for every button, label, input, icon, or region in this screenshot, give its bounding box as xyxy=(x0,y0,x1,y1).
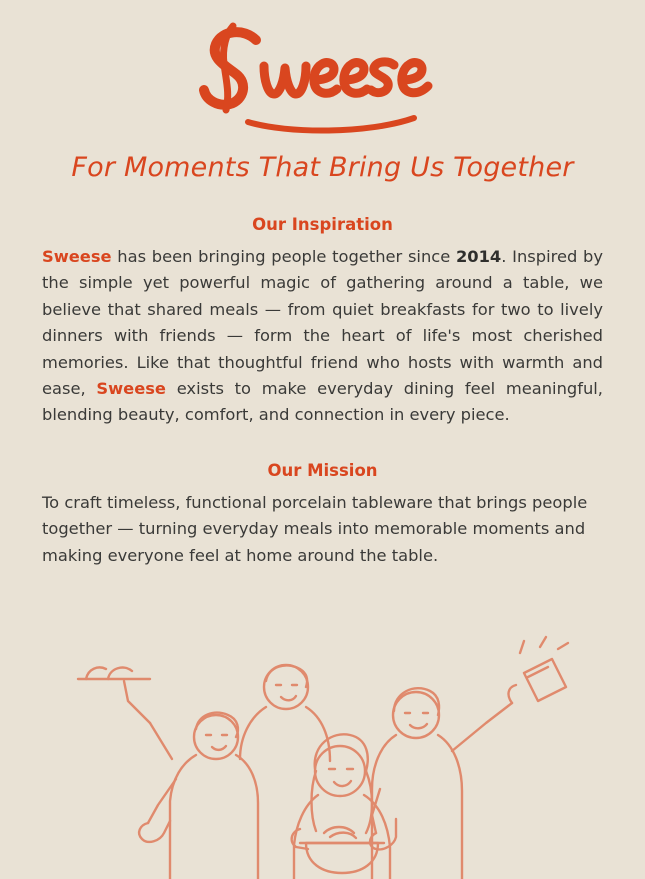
group-of-friends-with-food-illustration xyxy=(0,619,645,879)
page-tagline: For Moments That Bring Us Together xyxy=(71,152,574,183)
section-heading-inspiration: Our Inspiration xyxy=(252,215,393,234)
section-heading-mission: Our Mission xyxy=(267,460,378,480)
inspiration-text-part-2: . Inspired by the simple yet powerful magic of gathering around a table, we believe that shared meals — from quiet breakfasts for two to lively dinners with friends — form the heart of life's most cherished memories. Like that thoughtful friend who hosts with warmth and ease, xyxy=(42,247,603,398)
brand-mention-2: Sweese xyxy=(96,378,166,398)
brand-mention-1: Sweese xyxy=(42,247,112,266)
section-paragraph-inspiration xyxy=(0,244,645,429)
sweese-logo-icon xyxy=(178,18,468,138)
brand-logo xyxy=(0,0,645,130)
inspiration-text-part-1: has been bringing people together since xyxy=(117,247,451,266)
section-paragraph-mission: To craft timeless, functional porcelain tableware that brings people together — turning everyday meals into memorable moments and making everyone feel at home around the table. xyxy=(42,492,588,565)
founding-year: 2014 xyxy=(455,247,502,266)
inspiration-text-part-3: exists to make everyday dining feel meaningful, blending beauty, comfort, and connection in every piece. xyxy=(42,378,603,425)
